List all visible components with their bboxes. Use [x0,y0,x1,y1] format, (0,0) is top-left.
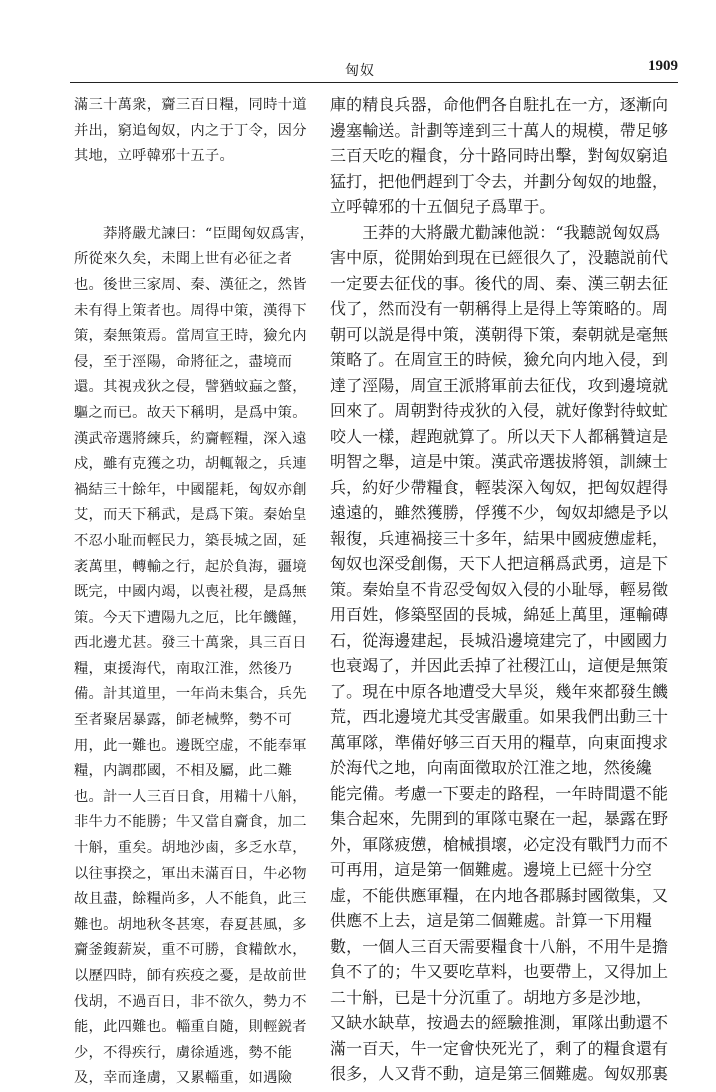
text-line: 既完，中國内竭，以喪社稷，是爲無 [74,584,307,601]
translation-paragraph-1 [330,92,682,220]
text-line: 也衰竭了，并因此丢掉了社稷江山，這便是無策 [330,656,669,675]
text-line: 還。其視戎狄之侵，譬猶蚊蝱之螫， [74,379,307,396]
text-line: 其地，立呼韓邪十五子。 [74,148,235,165]
text-line: 報復，兵連禍接三十多年，結果中國疲憊虚耗， [330,528,669,548]
text-line: 十斛，重矣。胡地沙鹵，多乏水草， [74,840,307,857]
text-line: 袤萬里，轉輸之行，起於負海，疆境 [74,558,307,575]
text-line: 用，此一難也。邊既空虚，不能奉軍 [74,737,307,754]
text-line: 很多，人又背不動，這是第三個難處。匈奴那裏 [330,1064,669,1083]
text-line: 驅之而已。故天下稱明，是爲中策。 [74,404,307,421]
text-line: 策。秦始皇不肯忍受匈奴入侵的小耻辱，輕易徵 [330,579,669,599]
text-line: 又缺水缺草，按過去的經驗推測，軍隊出動還不 [330,1013,669,1032]
text-line: 遠遠的，雖然獲勝，俘獲不少，匈奴却總是予以 [330,503,669,522]
text-line: 兵，約好少帶糧食，輕裝深入匈奴，把匈奴趕得 [330,477,669,497]
classical-paragraph-1 [74,93,314,170]
text-line: 負不了的；牛又要吃草料，也要帶上，又得加上 [330,962,669,981]
text-line: 策，秦無策焉。當周宣王時，獫允内 [74,328,307,345]
text-line: 以歷四時，師有疾疫之憂，是故前世 [74,968,307,984]
text-line: 咬人一樣，趕跑就算了。所以天下人都稱贊這是 [330,426,669,446]
translation-column [330,92,682,1087]
paragraph-gap [74,170,314,222]
text-line: 王莽的大將嚴尤勸諫他説：“我聽説匈奴爲 [330,222,661,242]
text-line: 齎釜鍑薪炭，重不可勝，食糒飲水， [74,942,307,959]
text-line: 邊塞輸送。計劃等達到三十萬人的規模，帶足够 [330,120,669,140]
page-number: 1909 [648,58,678,74]
text-line: 也。後世三家周、秦、漢征之，然皆 [74,276,307,293]
text-line: 至者聚居暴露，師老械弊，勢不可 [74,712,293,729]
text-line: 外，軍隊疲憊，槍械損壞，必定没有戰鬥力而不 [330,834,669,854]
text-line: 用百姓，修築堅固的長城，綿延上萬里，運輸磚 [330,605,669,624]
text-line: 於海代之地，向南面徵取於江淮之地，然後纔 [330,758,653,777]
text-line: 一定要去征伐的事。後代的周、秦、漢三朝去征 [330,273,669,293]
text-line: 故且盡，餘糧尚多，人不能負，此三 [74,891,307,908]
classical-paragraph-2 [74,222,314,1092]
text-line: 集合起來，先開到的軍隊屯聚在一起，暴露在野 [330,809,669,828]
text-line: 侵，至于涇陽，命將征之，盡境而 [74,353,293,370]
text-line: 害中原，從開始到現在已經很久了，没聽説前代 [330,248,669,267]
text-line: 能完備。考慮一下要走的路程，一年時間還不能 [330,783,669,803]
text-line: 猛打，把他們趕到丁令去，并劃分匈奴的地盤， [330,171,669,191]
text-line: 策。今天下遭陽九之厄，比年饑饉， [74,609,307,626]
text-line: 非牛力不能勝；牛又當自齎食，加二 [74,814,307,831]
text-line: 滿一百天，牛一定會快死光了，剩了的糧食還有 [330,1038,669,1058]
text-line: 了。現在中原各地遭受大旱災，幾年來都發生饑 [330,681,669,701]
text-line: 未有得上策者也。周得中策，漢得下 [74,302,307,319]
text-line: 戍，雖有克獲之功，胡輒報之，兵連 [74,456,307,473]
text-line: 莽將嚴尤諫曰：“臣聞匈奴爲害， [74,225,315,242]
running-title: 匈奴 [345,63,375,79]
text-line: 禍結三十餘年，中國罷耗，匈奴亦創 [74,481,307,498]
text-line: 艾，而天下稱武，是爲下策。秦始皇 [74,507,307,524]
text-line: 萬軍隊，準備好够三百天用的糧草，向東面搜求 [330,732,669,752]
text-line: 滿三十萬衆，齎三百日糧，同時十道 [74,97,307,113]
text-line: 以往事揆之，軍出未滿百日，牛必物 [74,865,307,882]
text-line: 供應不上去，這是第二個難處。計算一下用糧 [330,911,653,930]
text-line: 及，幸而逢虜，又累輜重，如遇險 [74,1070,293,1087]
page-header [70,58,678,79]
text-line: 二十斛，已是十分沉重了。胡地方多是沙地， [330,987,653,1007]
text-line: 朝可以説是得中策，漢朝得下策，秦朝就是毫無 [330,324,669,344]
text-line: 荒，西北邊境尤其受害嚴重。如果我們出動三十 [330,707,669,726]
header-rule [70,82,678,83]
text-line: 虚，不能供應軍糧，在内地各郡縣封國徵集，又 [330,885,669,905]
text-line: 可再用，這是第一個難處。邊境上已經十分空 [330,860,653,879]
text-line: 明智之舉，這是中策。漢武帝選拔將領，訓練士 [330,452,669,471]
text-line: 數，一個人三百天需要糧食十八斛，不用牛是擔 [330,936,669,956]
text-line: 西北邊尤甚。發三十萬衆，具三百日 [74,635,307,652]
text-line: 能，此四難也。輜重自隨，則輕鋭者 [74,1019,307,1036]
text-line: 也。計一人三百日食，用糒十八斛， [74,788,307,805]
text-line: 不忍小耻而輕民力，築長城之固，延 [74,532,307,549]
text-line: 策略了。在周宣王的時候，獫允向内地入侵，到 [330,350,669,369]
text-line: 所從來久矣，未聞上世有必征之者 [74,251,293,268]
classical-text-column [74,93,314,1092]
text-line: 備。計其道里，一年尚未集合，兵先 [74,686,307,703]
text-line: 匈奴也深受創傷，天下人把這稱爲武勇，這是下 [330,554,669,573]
text-line: 三百天吃的糧食，分十路同時出擊，對匈奴窮追 [330,146,669,165]
text-line: 少，不得疾行，虜徐遁逃，勢不能 [74,1044,293,1061]
text-line: 石，從海邊建起，長城沿邊境建完了，中國國力 [330,630,669,650]
text-line: 達了涇陽，周宣王派將軍前去征伐，攻到邊境就 [330,375,669,395]
text-line: 漢武帝選將練兵，約齎輕糧，深入遠 [74,430,307,447]
text-line: 糧，内調郡國，不相及屬，此二難 [74,763,293,780]
text-line: 伐了，然而没有一朝稱得上是得上等策略的。周 [330,299,669,318]
text-line: 庫的精良兵器，命他們各自駐扎在一方，逐漸向 [330,95,669,114]
translation-paragraph-2 [330,220,682,1087]
text-line: 糧，東援海代，南取江淮，然後乃 [74,660,293,677]
text-line: 難也。胡地秋冬甚寒，春夏甚風，多 [74,916,307,933]
text-line: 回來了。周朝對待戎狄的入侵，就好像對待蚊虻 [330,401,669,420]
text-line: 伐胡，不過百日，非不欲久，勢力不 [74,993,307,1010]
text-line: 立呼韓邪的十五個兒子爲單于。 [330,197,556,216]
text-line: 并出，窮追匈奴，内之于丁令，因分 [74,122,307,139]
